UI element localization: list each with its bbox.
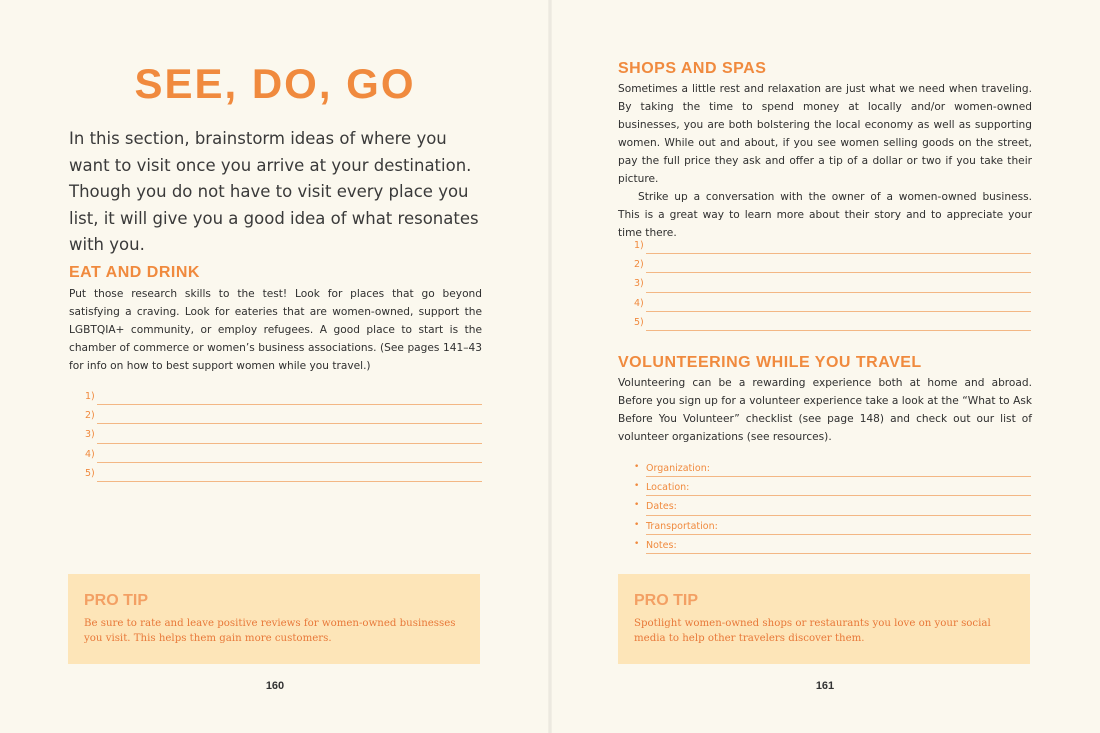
write-rule <box>97 462 482 463</box>
volunteer-field-dates[interactable] <box>634 498 1031 517</box>
intro-text: In this section, brainstorm ideas of where you want to visit once you arrive at your destination. Though you do not have to visit every place you list, it will give you a good idea of what resonates with you. <box>69 129 479 254</box>
write-line[interactable] <box>634 237 1031 256</box>
write-line[interactable] <box>85 446 482 465</box>
write-rule <box>97 423 482 424</box>
volunteering-heading: VOLUNTEERING WHILE YOU TRAVEL <box>618 354 922 371</box>
pro-tip-text: Be sure to rate and leave positive reviews for women-owned businesses you visit. This helps them gain more customers. <box>84 618 456 644</box>
bullet-icon: • <box>634 519 640 530</box>
field-label: Notes: <box>646 539 677 551</box>
volunteer-field-location[interactable] <box>634 479 1031 498</box>
pro-tip-title: PRO TIP <box>634 592 699 609</box>
write-rule <box>646 476 1031 477</box>
eat-drink-lines <box>85 388 482 484</box>
volunteering-paragraph: Volunteering can be a rewarding experience both at home and abroad. Before you sign up for a volunteer experience take a look at the “What to Ask Before You Volunteer” checklist (see page 148) and check out our list of volunteer organizations (see resources). <box>618 377 1032 443</box>
line-number: 1) <box>85 391 95 402</box>
write-rule <box>646 495 1031 496</box>
volunteer-fields <box>634 460 1031 556</box>
write-line[interactable] <box>85 426 482 445</box>
bullet-icon: • <box>634 481 640 492</box>
volunteer-field-transportation[interactable] <box>634 518 1031 537</box>
field-label: Organization: <box>646 463 710 474</box>
shops-spas-paragraph-2: Strike up a conversation with the owner of a women-owned business. This is a great way to learn more about their story and to appreciate your time there. <box>618 191 1032 239</box>
write-rule <box>646 292 1031 293</box>
write-line[interactable] <box>85 465 482 484</box>
write-line[interactable] <box>634 314 1031 333</box>
write-rule <box>646 253 1031 254</box>
line-number: 3) <box>634 278 644 290</box>
line-number: 3) <box>85 429 95 441</box>
write-rule <box>646 311 1031 312</box>
volunteering-body <box>618 374 1032 446</box>
write-rule <box>646 553 1031 554</box>
pro-tip-text: Spotlight women-owned shops or restaurants you love on your social media to help other travelers discover them. <box>634 618 991 644</box>
write-rule <box>646 330 1031 331</box>
pro-tip-box <box>68 574 480 664</box>
volunteer-field-notes[interactable] <box>634 537 1031 556</box>
field-label: Location: <box>646 482 690 494</box>
bullet-icon: • <box>634 538 640 549</box>
write-rule <box>646 534 1031 535</box>
eat-drink-body <box>69 285 482 375</box>
write-rule <box>97 481 482 482</box>
eat-drink-heading: EAT AND DRINK <box>69 264 200 281</box>
shops-spas-body <box>618 80 1032 242</box>
write-line[interactable] <box>85 388 482 407</box>
write-line[interactable] <box>634 275 1031 294</box>
field-label: Dates: <box>646 501 677 513</box>
bullet-icon: • <box>634 462 640 472</box>
pro-tip-box <box>618 574 1030 664</box>
shops-spas-paragraph-1: Sometimes a little rest and relaxation are just what we need when traveling. By taking the time to spend money at locally and/or women-owned businesses, you are both bolstering the local economy as well as supporting women. While out and about, if you see women selling goods on the street, pay the full price they ask and offer a tip of a dollar or two if you take their picture. <box>618 83 1032 185</box>
write-rule <box>97 443 482 444</box>
pro-tip-title: PRO TIP <box>84 592 149 609</box>
line-number: 2) <box>634 259 644 271</box>
write-line[interactable] <box>634 295 1031 314</box>
shops-spas-lines <box>634 237 1031 333</box>
page-title: SEE, DO, GO <box>134 60 416 107</box>
write-line[interactable] <box>85 407 482 426</box>
bullet-icon: • <box>634 500 640 511</box>
line-number: 4) <box>85 448 95 460</box>
line-number: 1) <box>634 240 644 251</box>
write-line[interactable] <box>634 256 1031 275</box>
page-number: 160 <box>265 680 285 692</box>
eat-drink-paragraph: Put those research skills to the test! Look for places that go beyond satisfying a craving. Look for eateries that are women-owned, support the LGBTQIA+ community, or employ refugees. A good place to start is the chamber of commerce or women’s business associations. (See pages 141–43 for info on how to best support women while you travel.) <box>69 288 482 372</box>
line-number: 5) <box>634 316 644 328</box>
volunteer-field-organization[interactable] <box>634 460 1031 479</box>
write-rule <box>646 515 1031 516</box>
line-number: 2) <box>85 410 95 422</box>
line-number: 5) <box>85 467 95 479</box>
write-rule <box>646 272 1031 273</box>
field-label: Transportation: <box>646 520 718 532</box>
shops-spas-heading: SHOPS AND SPAS <box>618 60 767 77</box>
right-page <box>550 0 1100 733</box>
write-rule <box>97 404 482 405</box>
line-number: 4) <box>634 297 644 309</box>
page-number: 161 <box>815 680 835 692</box>
